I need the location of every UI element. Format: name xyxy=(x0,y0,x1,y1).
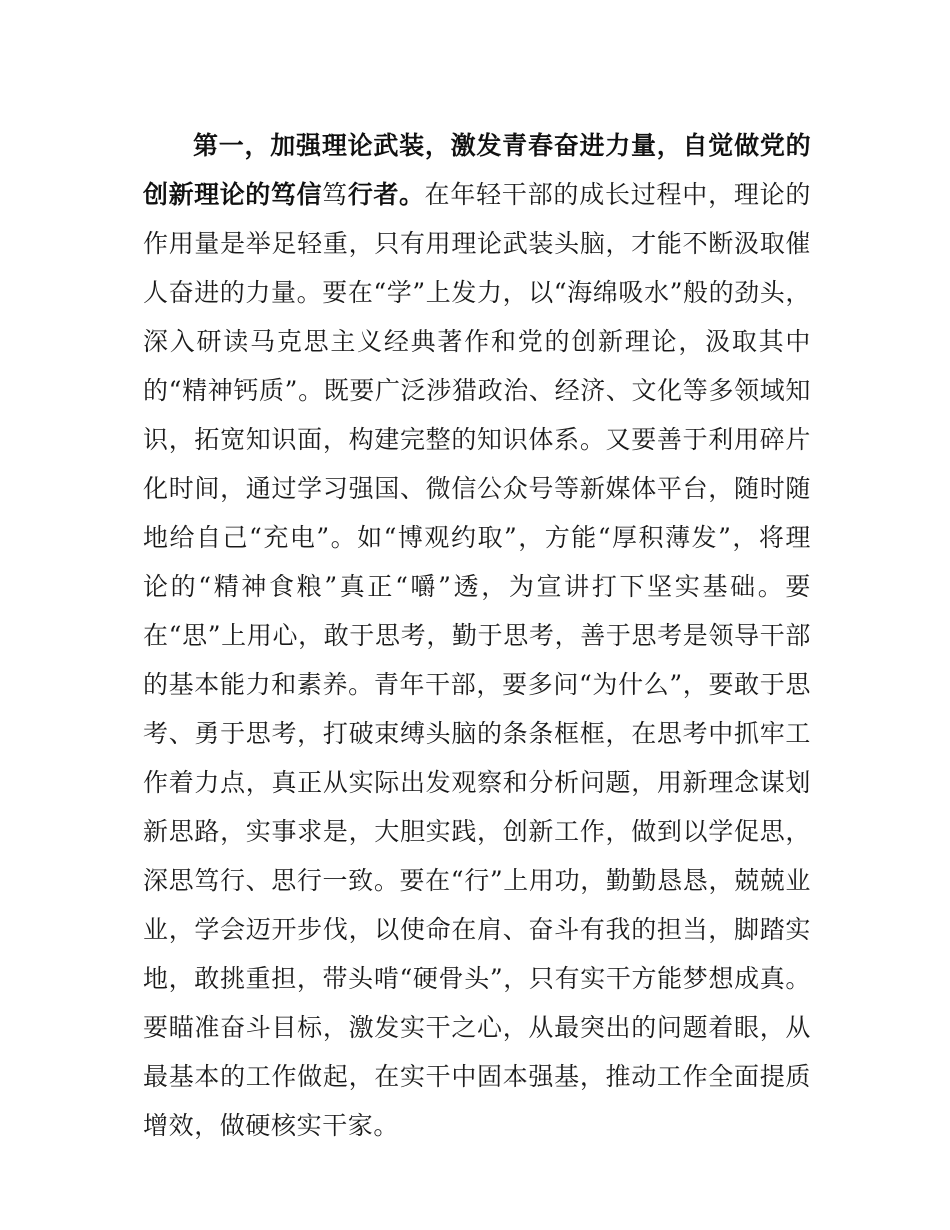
section-heading: 第一，加强理论武装，激发青春奋进力量，自觉做党的创新理论的笃信 xyxy=(143,131,811,209)
section-heading-light-char: 笃 xyxy=(322,180,348,209)
section-heading-end: 行者。 xyxy=(347,180,425,209)
body-paragraph xyxy=(143,121,811,1150)
paragraph-text: 在年轻干部的成长过程中，理论的作用量是举足轻重，只有用理论武装头脑，才能不断汲取催人奋进的力量。要在“学”上发力，以“海绵吸水”般的劲头，深入研读马克思主义经典著作和党的创新理论，汲取其中的“精神钙质”。既要广泛涉猎政治、经济、文化等多领域知识，拓宽知识面，构建完整的知识体系。又要善于利用碎片化时间，通过学习强国、微信公众号等新媒体平台，随时随地给自己“充电”。如“博观约取”，方能“厚积薄发”，将理论的“精神食粮”真正“嚼”透，为宣讲打下坚实基础。要在“思”上用心，敢于思考，勤于思考，善于思考是领导干部的基本能力和素养。青年干部，要多问“为什么”，要敢于思考、勇于思考，打破束缚头脑的条条框框，在思考中抓牢工作着力点，真正从实际出发观察和分析问题，用新理念谋划新思路，实事求是，大胆实践，创新工作，做到以学促思，深思笃行、思行一致。要在“行”上用功，勤勤恳恳，兢兢业业，学会迈开步伐，以使命在肩、奋斗有我的担当，脚踏实地，敢挑重担，带头啃“硬骨头”，只有实干方能梦想成真。要瞄准奋斗目标，激发实干之心，从最突出的问题着眼，从最基本的工作做起，在实干中固本强基，推动工作全面提质增效，做硬核实干家。 xyxy=(143,180,811,1140)
